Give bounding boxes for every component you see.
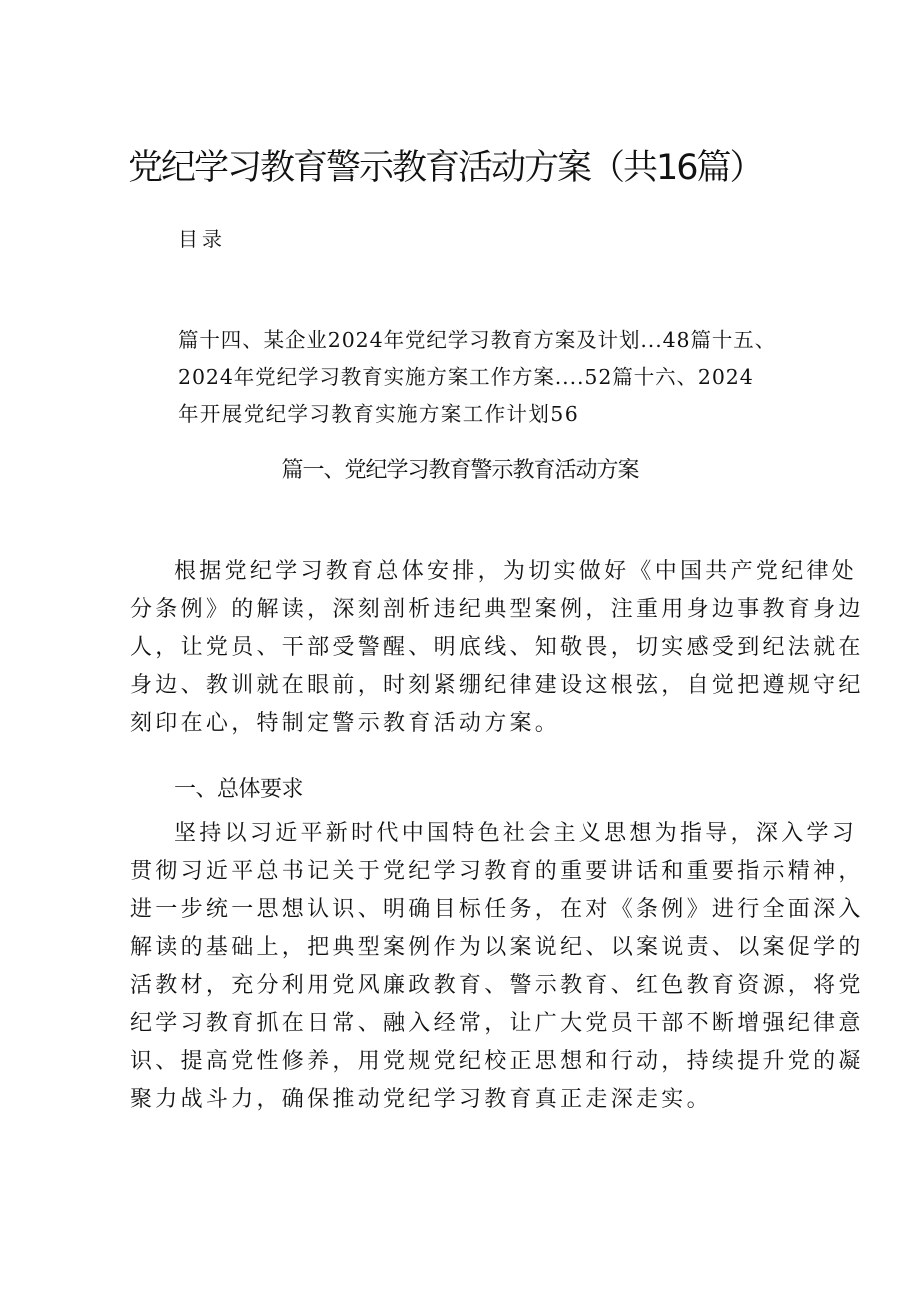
document-title: 党纪学习教育警示教育活动方案（共16篇） [128, 148, 763, 188]
paragraph-line: 根据党纪学习教育总体安排，为切实做好《中国共产党纪律处 [174, 559, 858, 584]
paragraph-line: 分条例》的解读，深刻剖析违纪典型案例，注重用身边事教育身边 [130, 597, 864, 622]
section-title: 篇一、党纪学习教育警示教育活动方案 [281, 458, 639, 483]
paragraph-line: 识、提高党性修养，用党规党纪校正思想和行动，持续提升党的凝 [130, 1049, 864, 1074]
intro-paragraph [130, 553, 864, 743]
paragraph-line: 解读的基础上，把典型案例作为以案说纪、以案说责、以案促学的 [130, 935, 864, 960]
toc-label: 目录 [178, 227, 226, 251]
paragraph-line: 身边、教训就在眼前，时刻紧绷纪律建设这根弦，自觉把遵规守纪 [130, 673, 864, 698]
paragraph-line: 人，让党员、干部受警醒、明底线、知敬畏，切实感受到纪法就在 [130, 635, 864, 660]
paragraph-line: 活教材，充分利用党风廉政教育、警示教育、红色教育资源，将党 [130, 973, 864, 998]
table-of-contents [178, 322, 818, 433]
paragraph-line: 聚力战斗力，确保推动党纪学习教育真正走深走实。 [130, 1087, 712, 1112]
toc-entry[interactable]: 篇十四、某企业2024年党纪学习教育方案及计划...48篇十五、 [178, 328, 777, 352]
heading-general-requirements: 一、总体要求 [174, 777, 304, 802]
paragraph-line: 纪学习教育抓在日常、融入经常，让广大党员干部不断增强纪律意 [130, 1011, 864, 1036]
paragraph-line: 刻印在心，特制定警示教育活动方案。 [130, 711, 561, 736]
toc-entry[interactable]: 年开展党纪学习教育实施方案工作计划56 [178, 402, 580, 426]
paragraph-line: 进一步统一思想认识、明确目标任务，在对《条例》进行全面深入 [130, 897, 864, 922]
requirements-paragraph [130, 815, 864, 1119]
toc-entry[interactable]: 2024年党纪学习教育实施方案工作方案....52篇十六、2024 [178, 365, 754, 389]
paragraph-line: 贯彻习近平总书记关于党纪学习教育的重要讲话和重要指示精神， [130, 859, 864, 884]
paragraph-line: 坚持以习近平新时代中国特色社会主义思想为指导，深入学习 [174, 821, 858, 846]
